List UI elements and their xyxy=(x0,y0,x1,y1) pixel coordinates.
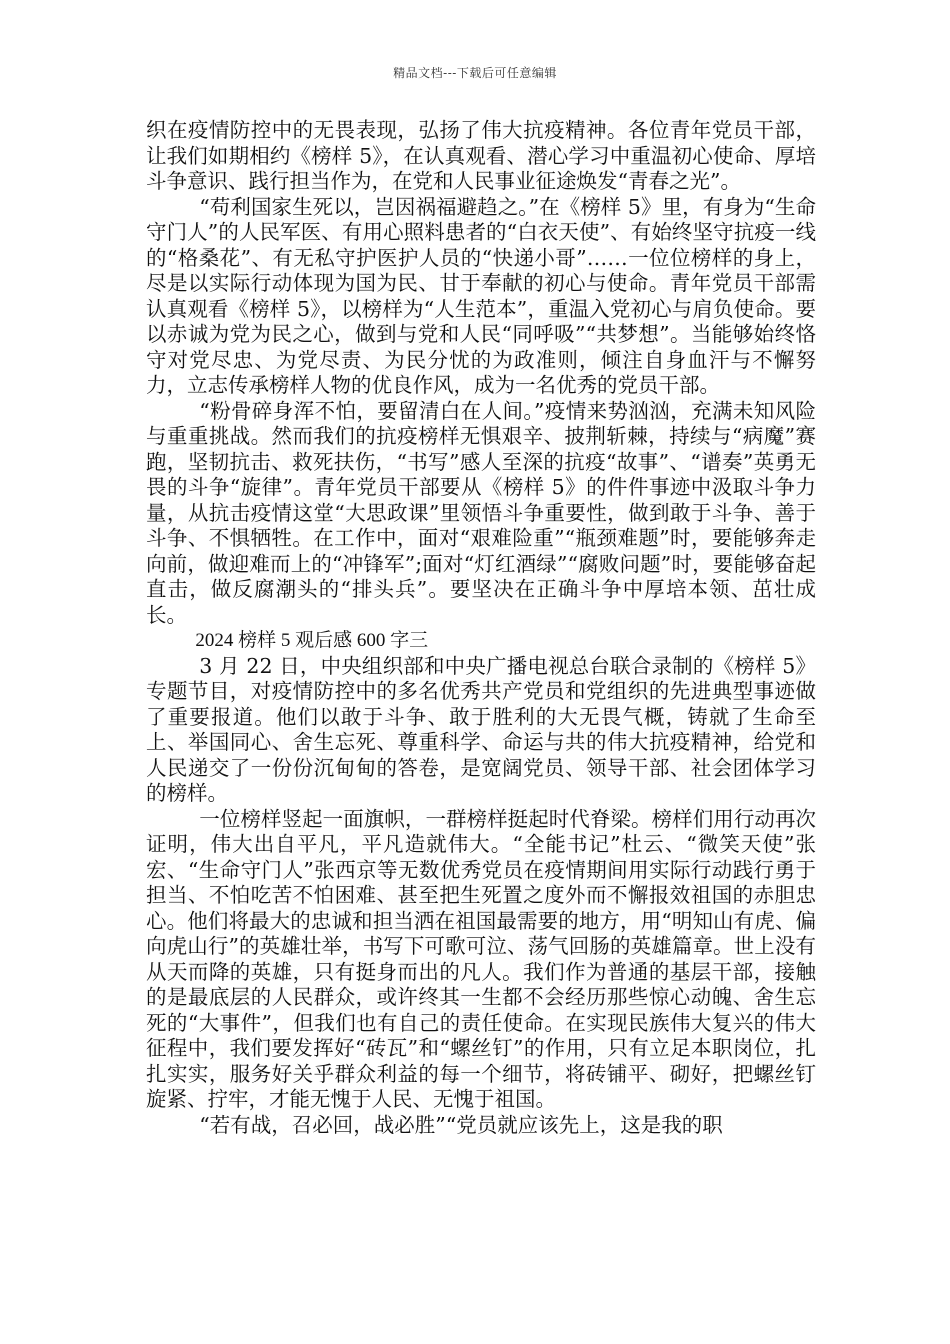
document-body xyxy=(146,118,816,1138)
section-heading: 2024 榜样 5 观后感 600 字三 xyxy=(195,630,429,651)
paragraph: 一位榜样竖起一面旗帜，一群榜样挺起时代脊梁。榜样们用行动再次证明，伟大出自平凡，平凡造就伟大。“全能书记”杜云、“微笑天使”张宏、“生命守门人”张西京等无数优秀党员在疫情期间用实际行动践行勇于担当、不怕吃苦不怕困难、甚至把生死置之度外而不懈报效祖国的赤胆忠心。他们将最大的忠诚和担当洒在祖国最需要的地方，用“明知山有虎、偏向虎山行”的英雄壮举，书写下可歌可泣、荡气回肠的英雄篇章。世上没有从天而降的英雄，只有挺身而出的凡人。我们作为普通的基层干部，接触的是最底层的人民群众，或许终其一生都不会经历那些惊心动魄、舍生忘死的“大事件”，但我们也有自己的责任使命。在实现民族伟大复兴的伟大征程中，我们要发挥好“砖瓦”和“螺丝钉”的作用，只有立足本职岗位，扎扎实实，服务好关乎群众利益的每一个细节，将砖铺平、砌好，把螺丝钉旋紧、拧牢，才能无愧于人民、无愧于祖国。 xyxy=(146,806,816,1111)
page-header: 精品文档---下载后可任意编辑 xyxy=(393,66,557,80)
paragraph: “粉骨碎身浑不怕，要留清白在人间。”疫情来势汹汹，充满未知风险与重重挑战。然而我们的抗疫榜样无惧艰辛、披荆斩棘，持续与“病魔”赛跑，坚韧抗击、救死扶伤，“书写”感人至深的抗疫“故事”、“谱奏”英勇无畏的斗争“旋律”。青年党员干部要从《榜样 5》的件件事迹中汲取斗争力量，从抗击疫情这堂“大思政课”里领悟斗争重要性，做到敢于斗争、善于斗争、不惧牺牲。在工作中，面对“艰难险重”“瓶颈难题”时，要能够奔走向前，做迎难而上的“冲锋军”;面对“灯红酒绿”“腐败问题”时，要能够奋起直击，做反腐潮头的“排头兵”。要坚决在正确斗争中厚培本领、茁壮成长。 xyxy=(146,398,816,627)
paragraph: “苟利国家生死以，岂因祸福避趋之。”在《榜样 5》里，有身为“生命守门人”的人民军医、有用心照料患者的“白衣天使”、有始终坚守抗疫一线的“格桑花”、有无私守护医护人员的“快递小哥”……一位位榜样的身上，尽是以实际行动体现为国为民、甘于奉献的初心与使命。青年党员干部需认真观看《榜样 5》，以榜样为“人生范本”，重温入党初心与肩负使命。要以赤诚为党为民之心，做到与党和人民“同呼吸”“共梦想”。当能够始终恪守对党尽忠、为党尽责、为民分忧的为政准则，倾注自身血汗与不懈努力，立志传承榜样人物的优良作风，成为一名优秀的党员干部。 xyxy=(146,194,816,397)
paragraph: “若有战，召必回，战必胜”“党员就应该先上，这是我的职 xyxy=(199,1112,723,1137)
paragraph: 织在疫情防控中的无畏表现，弘扬了伟大抗疫精神。各位青年党员干部，让我们如期相约《榜样 5》，在认真观看、潜心学习中重温初心使命、厚培斗争意识、践行担当作为，在党和人民事业征途焕发“青春之光”。 xyxy=(146,118,816,193)
paragraph: 3 月 22 日，中央组织部和中央广播电视总台联合录制的《榜样 5》专题节目，对疫情防控中的多名优秀共产党员和党组织的先进典型事迹做了重要报道。他们以敢于斗争、敢于胜利的大无畏气概，铸就了生命至上、举国同心、舍生忘死、尊重科学、命运与共的伟大抗疫精神，给党和人民递交了一份份沉甸甸的答卷，是宽阔党员、领导干部、社会团体学习的榜样。 xyxy=(146,653,816,805)
